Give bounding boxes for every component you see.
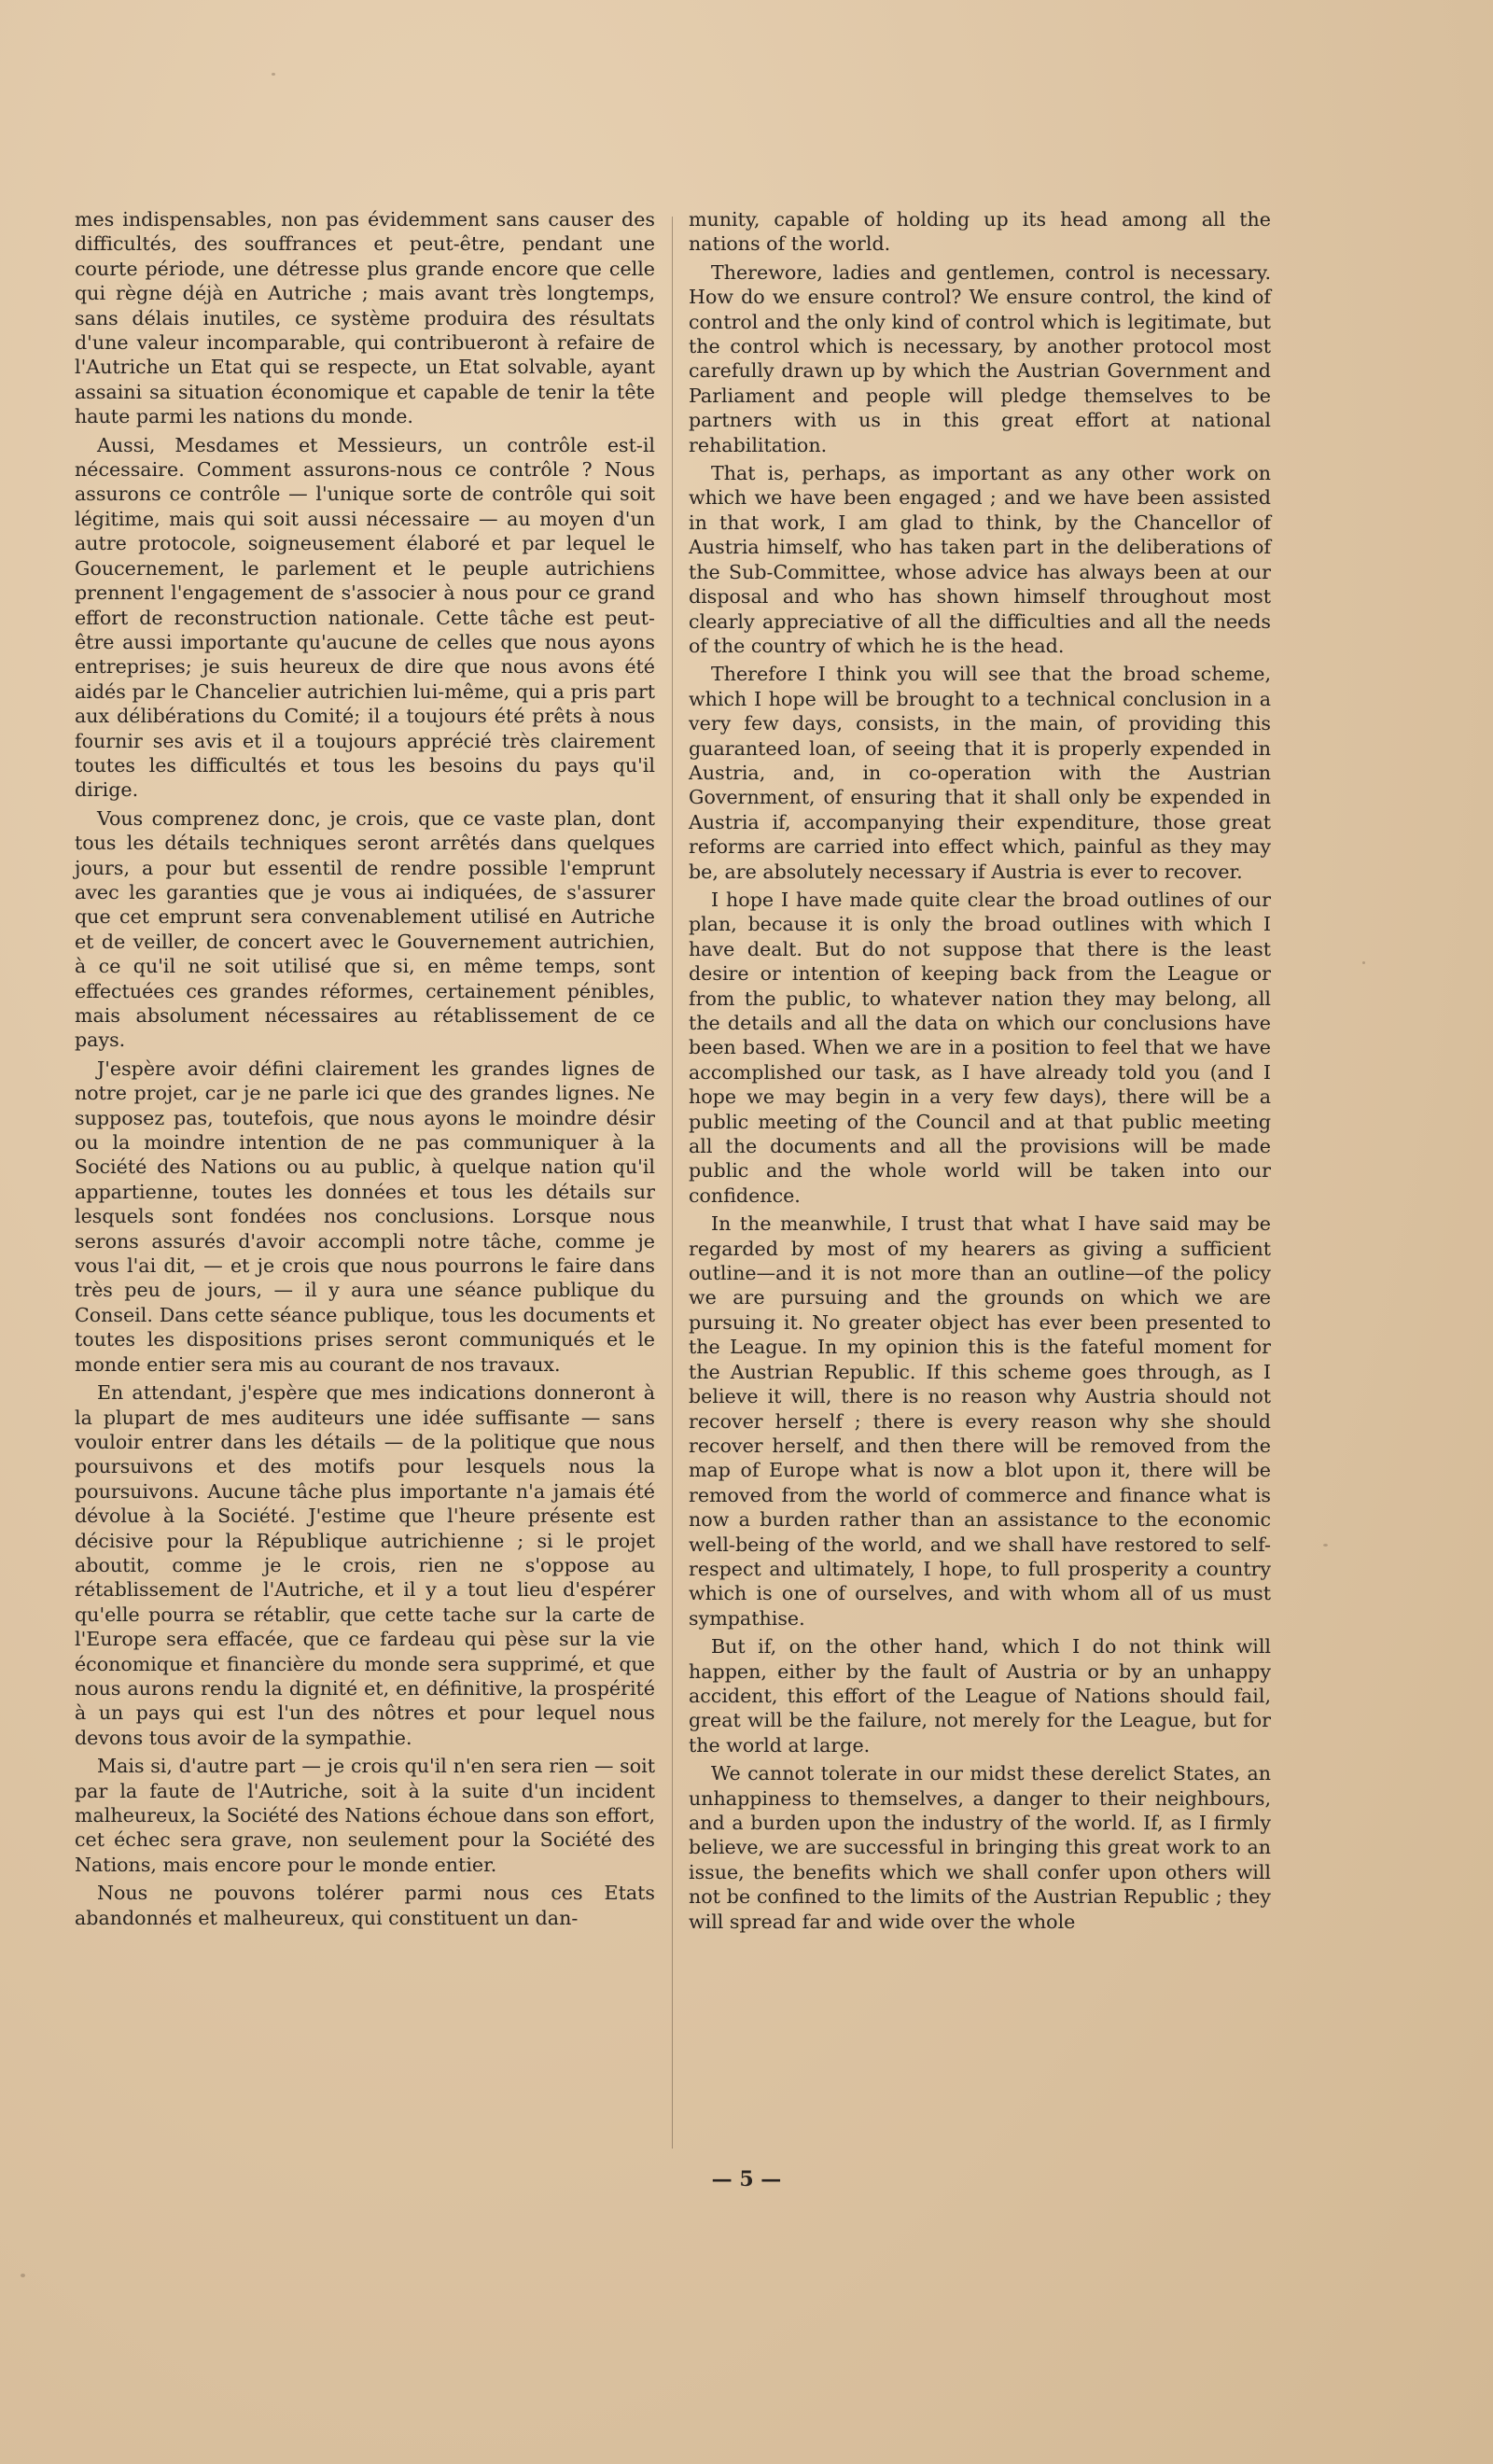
column-divider — [672, 217, 673, 2149]
left-column-french — [75, 207, 655, 1930]
paragraph: We cannot tolerate in our midst these derelict States, an unhappiness to themselves, a danger to their neighbours, and a burden upon the industry of the world. If, as I firmly believe, we are successful in bringing this great work to an issue, the benefits which we shall confer upon others will not be confined to the limits of the Austrian Republic ; they will spread far and wide over the whole — [689, 1762, 1271, 1933]
right-column-english — [689, 207, 1271, 1934]
paper-speck — [21, 2274, 25, 2277]
paragraph: In the meanwhile, I trust that what I have said may be regarded by most of my hearers as giving a sufficient outline—and it is not more than an outline—of the policy we are pursuing and the grounds on which we are pursuing it. No greater object has ever been presented to the League. In my opinion this is the fateful moment for the Austrian Republic. If this scheme goes through, as I believe it will, there is no reason why Austria should not recover herself ; there is every reason why she should recover herself, and then there will be removed from the map of Europe what is now a blot upon it, there will be removed from the world of commerce and finance what is now a burden rather than an assistance to the economic well-being of the world, and we shall have restored to self-respect and ultimately, I hope, to full prosperity a country which is one of ourselves, and with whom all of us must sympathise. — [689, 1212, 1271, 1630]
paragraph: I hope I have made quite clear the broad outlines of our plan, because it is only the broad outlines with which I have dealt. But do not suppose that there is the least desire or intention of keeping back from the League or from the public, to whatever nation they may belong, all the details and all the data on which our conclusions have been based. When we are in a position to feel that we have accomplished our task, as I have already told you (and I hope we may begin in a very few days), there will be a public meeting of the Council and at that public meeting all the documents and all the provisions will be made public and the whole world will be taken into our confidence. — [689, 888, 1271, 1207]
paper-speck — [1362, 961, 1365, 964]
paper-speck — [272, 73, 275, 76]
paragraph: En attendant, j'espère que mes indications donneront à la plupart de mes auditeurs une idée suffisante — sans vouloir entrer dans les détails — de la politique que nous poursuivons et des motifs pour lesquels nous la poursuivons. Aucune tâche plus importante n'a jamais été dévolue à la Société. J'estime que l'heure présente est décisive pour la République autrichienne ; si le projet aboutit, comme je le crois, rien ne s'oppose au rétablissement de l'Autriche, et il y a tout lieu d'espérer qu'elle pourra se rétablir, que cette tache sur la carte de l'Europe sera effacée, que ce fardeau qui pèse sur la vie économique et financière du monde sera supprimé, et que nous aurons rendu la dignité et, en définitive, la prospérité à un pays qui est l'un des nôtres et pour lequel nous devons tous avoir de la sympathie. — [75, 1381, 655, 1749]
paragraph: Vous comprenez donc, je crois, que ce vaste plan, dont tous les détails techniques seront arrêtés dans quelques jours, a pour but essentil de rendre possible l'emprunt avec les garanties que je vous ai indiquées, de s'assurer que cet emprunt sera convenablement utilisé en Autriche et de veiller, de concert avec le Gouvernement autrichien, à ce qu'il ne soit utilisé que si, en même temps, sont effectuées ces grandes réformes, certainement pénibles, mais absolument nécessaires au rétablissement de ce pays. — [75, 806, 655, 1052]
paragraph: Mais si, d'autre part — je crois qu'il n'en sera rien — soit par la faute de l'Autriche, soit à la suite d'un incident malheureux, la Société des Nations échoue dans son effort, cet échec sera grave, non seulement pour la Société des Nations, mais encore pour le monde entier. — [75, 1755, 655, 1876]
paper-speck — [1323, 1544, 1328, 1547]
paragraph: Therewore, ladies and gentlemen, control is necessary. How do we ensure control? We ensure control, the kind of control and the only kind of control which is legitimate, but the control which is necessary, by another protocol most carefully drawn up by which the Austrian Government and Parliament and people will pledge themselves to be partners with us in this great effort at national rehabilitation. — [689, 260, 1271, 456]
paragraph: Therefore I think you will see that the broad scheme, which I hope will be brought to a technical conclusion in a very few days, consists, in the main, of providing this guaranteed loan, of seeing that it is properly expended in Austria, and, in co-operation with the Austrian Government, of ensuring that it shall only be expended in Austria if, accompanying their expenditure, those great reforms are carried into effect which, painful as they may be, are absolutely necessary if Austria is ever to recover. — [689, 663, 1271, 883]
paragraph: J'espère avoir défini clairement les grandes lignes de notre projet, car je ne parle ici que des grandes lignes. Ne supposez pas, toutefois, que nous ayons le moindre désir ou la moindre intention de ne pas communiquer à la Société des Nations ou au public, à quelque nation qu'il appartienne, toutes les données et tous les détails sur lesquels sont fondées nos conclusions. Lorsque nous serons assurés d'avoir accompli notre tâche, comme je vous l'ai dit, — et je crois que nous pourrons le faire dans très peu de jours, — il y aura une séance publique du Conseil. Dans cette séance publique, tous les documents et toutes les dispositions prises seront communiqués et le monde entier sera mis au courant de nos travaux. — [75, 1057, 655, 1376]
paragraph: Nous ne pouvons tolérer parmi nous ces Etats abandonnés et malheureux, qui constituent un dan- — [75, 1882, 655, 1929]
paragraph: mes indispensables, non pas évidemment sans causer des difficultés, des souffrances et peut-être, pendant une courte période, une détresse plus grande encore que celle qui règne déjà en Autriche ; mais avant très longtemps, sans délais inutiles, ce système produira des résultats d'une valeur incomparable, qui contribueront à refaire de l'Autriche un Etat qui se respecte, un Etat solvable, ayant assaini sa situation économique et capable de tenir la tête haute parmi les nations du monde. — [75, 208, 655, 428]
paragraph: But if, on the other hand, which I do not think will happen, either by the fault of Austria or by an unhappy accident, this effort of the League of Nations should fail, great will be the failure, not merely for the League, but for the world at large. — [689, 1635, 1271, 1757]
paragraph: munity, capable of holding up its head among all the nations of the world. — [689, 208, 1271, 256]
paragraph: Aussi, Mesdames et Messieurs, un contrôle est-il nécessaire. Comment assurons-nous ce contrôle ? Nous assurons ce contrôle — l'unique sorte de contrôle qui soit légitime, mais qui soit aussi nécessaire — au moyen d'un autre protocole, soigneusement élaboré et par lequel le Goucernement, le parlement et le peuple autrichiens prennent l'engagement de s'associer à nous pour ce grand effort de reconstruction nationale. Cette tâche est peut-être aussi importante qu'aucune de celles que nous ayons entreprises; je suis heureux de dire que nous avons été aidés par le Chancelier autrichien lui-même, qui a pris part aux délibérations du Comité; il a toujours été prêts à nous fournir ses avis et il a toujours apprécié très clairement toutes les difficultés et tous les besoins du pays qu'il dirige. — [75, 433, 655, 802]
paragraph: That is, perhaps, as important as any other work on which we have been engaged ; and we have been assisted in that work, I am glad to think, by the Chancellor of Austria himself, who has taken part in the deliberations of the Sub-Committee, whose advice has always been at our disposal and who has shown himself throughout most clearly appreciative of all the difficulties and all the needs of the country of which he is the head. — [689, 462, 1271, 657]
page-number: — 5 — — [711, 2167, 782, 2191]
